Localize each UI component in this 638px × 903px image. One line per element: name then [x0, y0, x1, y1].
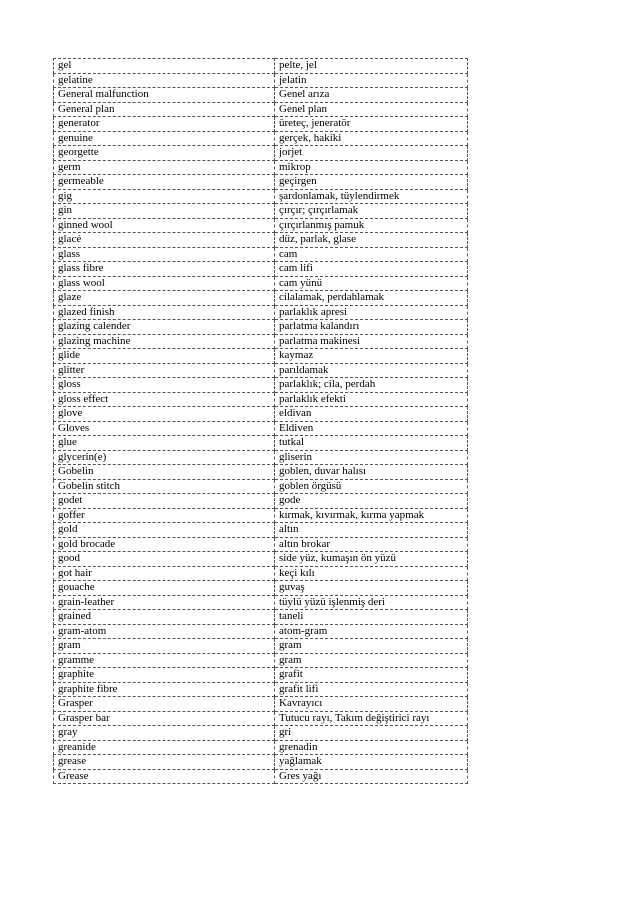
table-row [54, 189, 468, 204]
term-turkish: gram [275, 653, 468, 668]
table-row [54, 653, 468, 668]
table-row [54, 305, 468, 320]
term-turkish: cilalamak, perdahlamak [275, 291, 468, 306]
term-turkish: goblen örgüsü [275, 479, 468, 494]
table-row [54, 624, 468, 639]
term-turkish: taneli [275, 610, 468, 625]
glossary-body [54, 59, 468, 784]
term-turkish: eldivan [275, 407, 468, 422]
table-row [54, 291, 468, 306]
term-english: generator [54, 117, 275, 132]
table-row [54, 537, 468, 552]
term-english: glide [54, 349, 275, 364]
term-turkish: gliserin [275, 450, 468, 465]
table-row [54, 769, 468, 784]
table-row [54, 407, 468, 422]
table-row [54, 233, 468, 248]
term-turkish: grafit lifi [275, 682, 468, 697]
table-row [54, 450, 468, 465]
term-english: glaze [54, 291, 275, 306]
table-row [54, 566, 468, 581]
term-turkish: çırçır; çırçırlamak [275, 204, 468, 219]
term-turkish: grenadin [275, 740, 468, 755]
table-row [54, 711, 468, 726]
term-english: Grasper bar [54, 711, 275, 726]
term-english: gig [54, 189, 275, 204]
term-english: gel [54, 59, 275, 74]
term-turkish: tutkal [275, 436, 468, 451]
term-turkish: Genel arıza [275, 88, 468, 103]
glossary-table [53, 58, 468, 784]
term-english: grained [54, 610, 275, 625]
table-row [54, 160, 468, 175]
term-turkish: cam lifi [275, 262, 468, 277]
table-row [54, 639, 468, 654]
term-turkish: keçi kılı [275, 566, 468, 581]
table-row [54, 421, 468, 436]
table-row [54, 247, 468, 262]
term-english: good [54, 552, 275, 567]
term-english: gouache [54, 581, 275, 596]
term-turkish: çırçırlanmış pamuk [275, 218, 468, 233]
term-turkish: gri [275, 726, 468, 741]
table-row [54, 581, 468, 596]
term-english: General malfunction [54, 88, 275, 103]
term-turkish: Gres yağı [275, 769, 468, 784]
table-row [54, 59, 468, 74]
table-row [54, 465, 468, 480]
term-turkish: kırmak, kıvırmak, kırma yapmak [275, 508, 468, 523]
table-row [54, 349, 468, 364]
term-english: glass fibre [54, 262, 275, 277]
table-row [54, 508, 468, 523]
term-turkish: şardonlamak, tüylendirmek [275, 189, 468, 204]
term-turkish: altın brokar [275, 537, 468, 552]
table-row [54, 494, 468, 509]
term-turkish: mikrop [275, 160, 468, 175]
table-row [54, 740, 468, 755]
term-english: glazing calender [54, 320, 275, 335]
term-turkish: grafit [275, 668, 468, 683]
term-turkish: guvaş [275, 581, 468, 596]
table-row [54, 363, 468, 378]
term-turkish: pelte, jel [275, 59, 468, 74]
table-row [54, 595, 468, 610]
table-row [54, 88, 468, 103]
table-row [54, 73, 468, 88]
term-turkish: gode [275, 494, 468, 509]
table-row [54, 392, 468, 407]
term-english: gloss [54, 378, 275, 393]
table-row [54, 610, 468, 625]
term-english: Grease [54, 769, 275, 784]
term-turkish: parlatma kalandırı [275, 320, 468, 335]
term-english: gray [54, 726, 275, 741]
term-english: georgette [54, 146, 275, 161]
term-english: glove [54, 407, 275, 422]
term-english: goffer [54, 508, 275, 523]
table-row [54, 117, 468, 132]
term-english: grease [54, 755, 275, 770]
table-row [54, 334, 468, 349]
term-english: gold brocade [54, 537, 275, 552]
term-turkish: Tutucu rayı, Takım değiştirici rayı [275, 711, 468, 726]
term-english: gin [54, 204, 275, 219]
term-english: gramme [54, 653, 275, 668]
term-turkish: kaymaz [275, 349, 468, 364]
table-row [54, 523, 468, 538]
term-english: glazing machine [54, 334, 275, 349]
table-row [54, 726, 468, 741]
term-turkish: parlaklık apresi [275, 305, 468, 320]
term-turkish: Kavrayıcı [275, 697, 468, 712]
term-english: germeable [54, 175, 275, 190]
term-english: gelatine [54, 73, 275, 88]
table-row [54, 146, 468, 161]
term-turkish: altın [275, 523, 468, 538]
term-english: glacé [54, 233, 275, 248]
term-english: glass [54, 247, 275, 262]
term-english: Gloves [54, 421, 275, 436]
term-english: germ [54, 160, 275, 175]
term-english: grain-leather [54, 595, 275, 610]
term-turkish: düz, parlak, glase [275, 233, 468, 248]
table-row [54, 552, 468, 567]
table-row [54, 436, 468, 451]
term-turkish: parlaklık efekti [275, 392, 468, 407]
term-turkish: parlaklık; cila, perdah [275, 378, 468, 393]
term-english: graphite [54, 668, 275, 683]
table-row [54, 276, 468, 291]
table-row [54, 378, 468, 393]
term-english: glue [54, 436, 275, 451]
term-turkish: jorjet [275, 146, 468, 161]
term-turkish: geçirgen [275, 175, 468, 190]
term-english: genuine [54, 131, 275, 146]
table-row [54, 175, 468, 190]
term-english: gram-atom [54, 624, 275, 639]
term-english: glitter [54, 363, 275, 378]
term-turkish: atom-gram [275, 624, 468, 639]
term-turkish: Genel plan [275, 102, 468, 117]
term-english: graphite fibre [54, 682, 275, 697]
table-row [54, 204, 468, 219]
term-turkish: parlatma makinesi [275, 334, 468, 349]
term-turkish: jelatin [275, 73, 468, 88]
table-row [54, 262, 468, 277]
term-english: General plan [54, 102, 275, 117]
term-english: godet [54, 494, 275, 509]
table-row [54, 102, 468, 117]
term-turkish: gram [275, 639, 468, 654]
table-row [54, 479, 468, 494]
term-turkish: parıldamak [275, 363, 468, 378]
table-row [54, 755, 468, 770]
term-english: Grasper [54, 697, 275, 712]
term-english: gram [54, 639, 275, 654]
term-english: gold [54, 523, 275, 538]
term-turkish: Eldiven [275, 421, 468, 436]
term-turkish: yağlamak [275, 755, 468, 770]
term-english: got hair [54, 566, 275, 581]
term-turkish: side yüz, kumaşın ön yüzü [275, 552, 468, 567]
term-english: glycerin(e) [54, 450, 275, 465]
table-row [54, 697, 468, 712]
term-english: ginned wool [54, 218, 275, 233]
term-turkish: cam yünü [275, 276, 468, 291]
term-english: Gobelin [54, 465, 275, 480]
term-english: glazed finish [54, 305, 275, 320]
term-turkish: cam [275, 247, 468, 262]
term-english: glass wool [54, 276, 275, 291]
table-row [54, 218, 468, 233]
term-turkish: gerçek, hakiki [275, 131, 468, 146]
term-english: gloss effect [54, 392, 275, 407]
term-turkish: üreteç, jeneratör [275, 117, 468, 132]
term-turkish: tüylü yüzü işlenmiş deri [275, 595, 468, 610]
table-row [54, 668, 468, 683]
term-english: Gobelin stitch [54, 479, 275, 494]
term-english: greanide [54, 740, 275, 755]
table-row [54, 320, 468, 335]
table-row [54, 682, 468, 697]
table-row [54, 131, 468, 146]
term-turkish: goblen, duvar halısı [275, 465, 468, 480]
